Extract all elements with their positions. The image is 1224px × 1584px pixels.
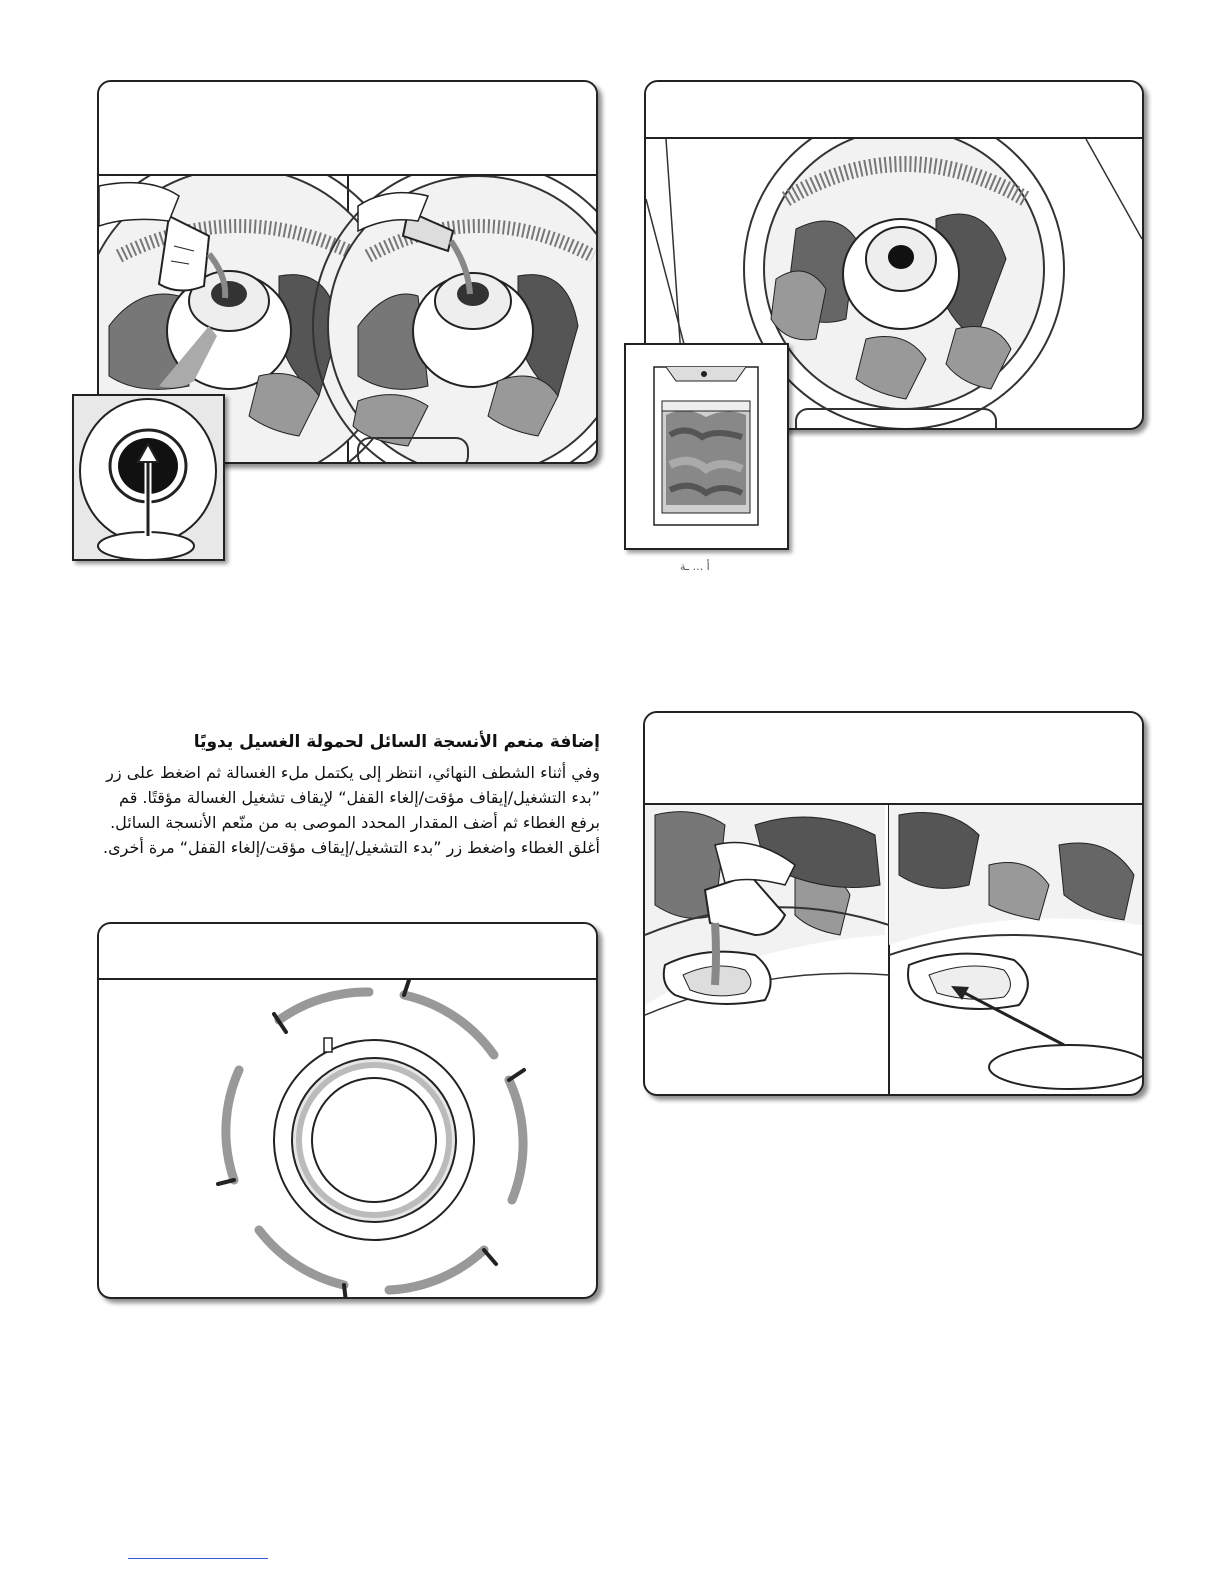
fabric-softener-section [100, 732, 600, 860]
partial-caption: أ ... ـة [680, 560, 710, 573]
dial-icon [99, 980, 596, 1297]
figure-control-dial [97, 922, 598, 1299]
figure-header [99, 924, 596, 980]
inset-washer-front [624, 343, 789, 550]
dispenser-pour-icon [645, 805, 1142, 1094]
section-body: وفي أثناء الشطف النهائي، انتظر إلى يكتمل ملء الغسالة ثم اضغط على زر ”بدء التشغيل/إيقاف مؤقت/إلغاء القفل“ لإيقاف تشغيل الغسالة مؤقتًا. قم برفع الغطاء ثم أضف المقدار المحدد الموصى به من منّعم الأنسجة السائل. أغلق الغطاء واضغط زر ”بدء التشغيل/إيقاف مؤقت/إلغاء القفل“ مرة أخرى. [103, 763, 600, 857]
figure-header [645, 713, 1142, 805]
footer-rule [128, 1558, 268, 1559]
washer-front-icon [626, 345, 787, 548]
section-heading: إضافة منعم الأنسجة السائل لحمولة الغسيل يدويًا [193, 732, 600, 752]
figure-header [646, 82, 1142, 139]
figure-pour-dispenser [643, 711, 1144, 1096]
fill-line-arrow-icon [74, 396, 223, 559]
inset-agitator-fill-line [72, 394, 225, 561]
figure-header [99, 82, 596, 176]
